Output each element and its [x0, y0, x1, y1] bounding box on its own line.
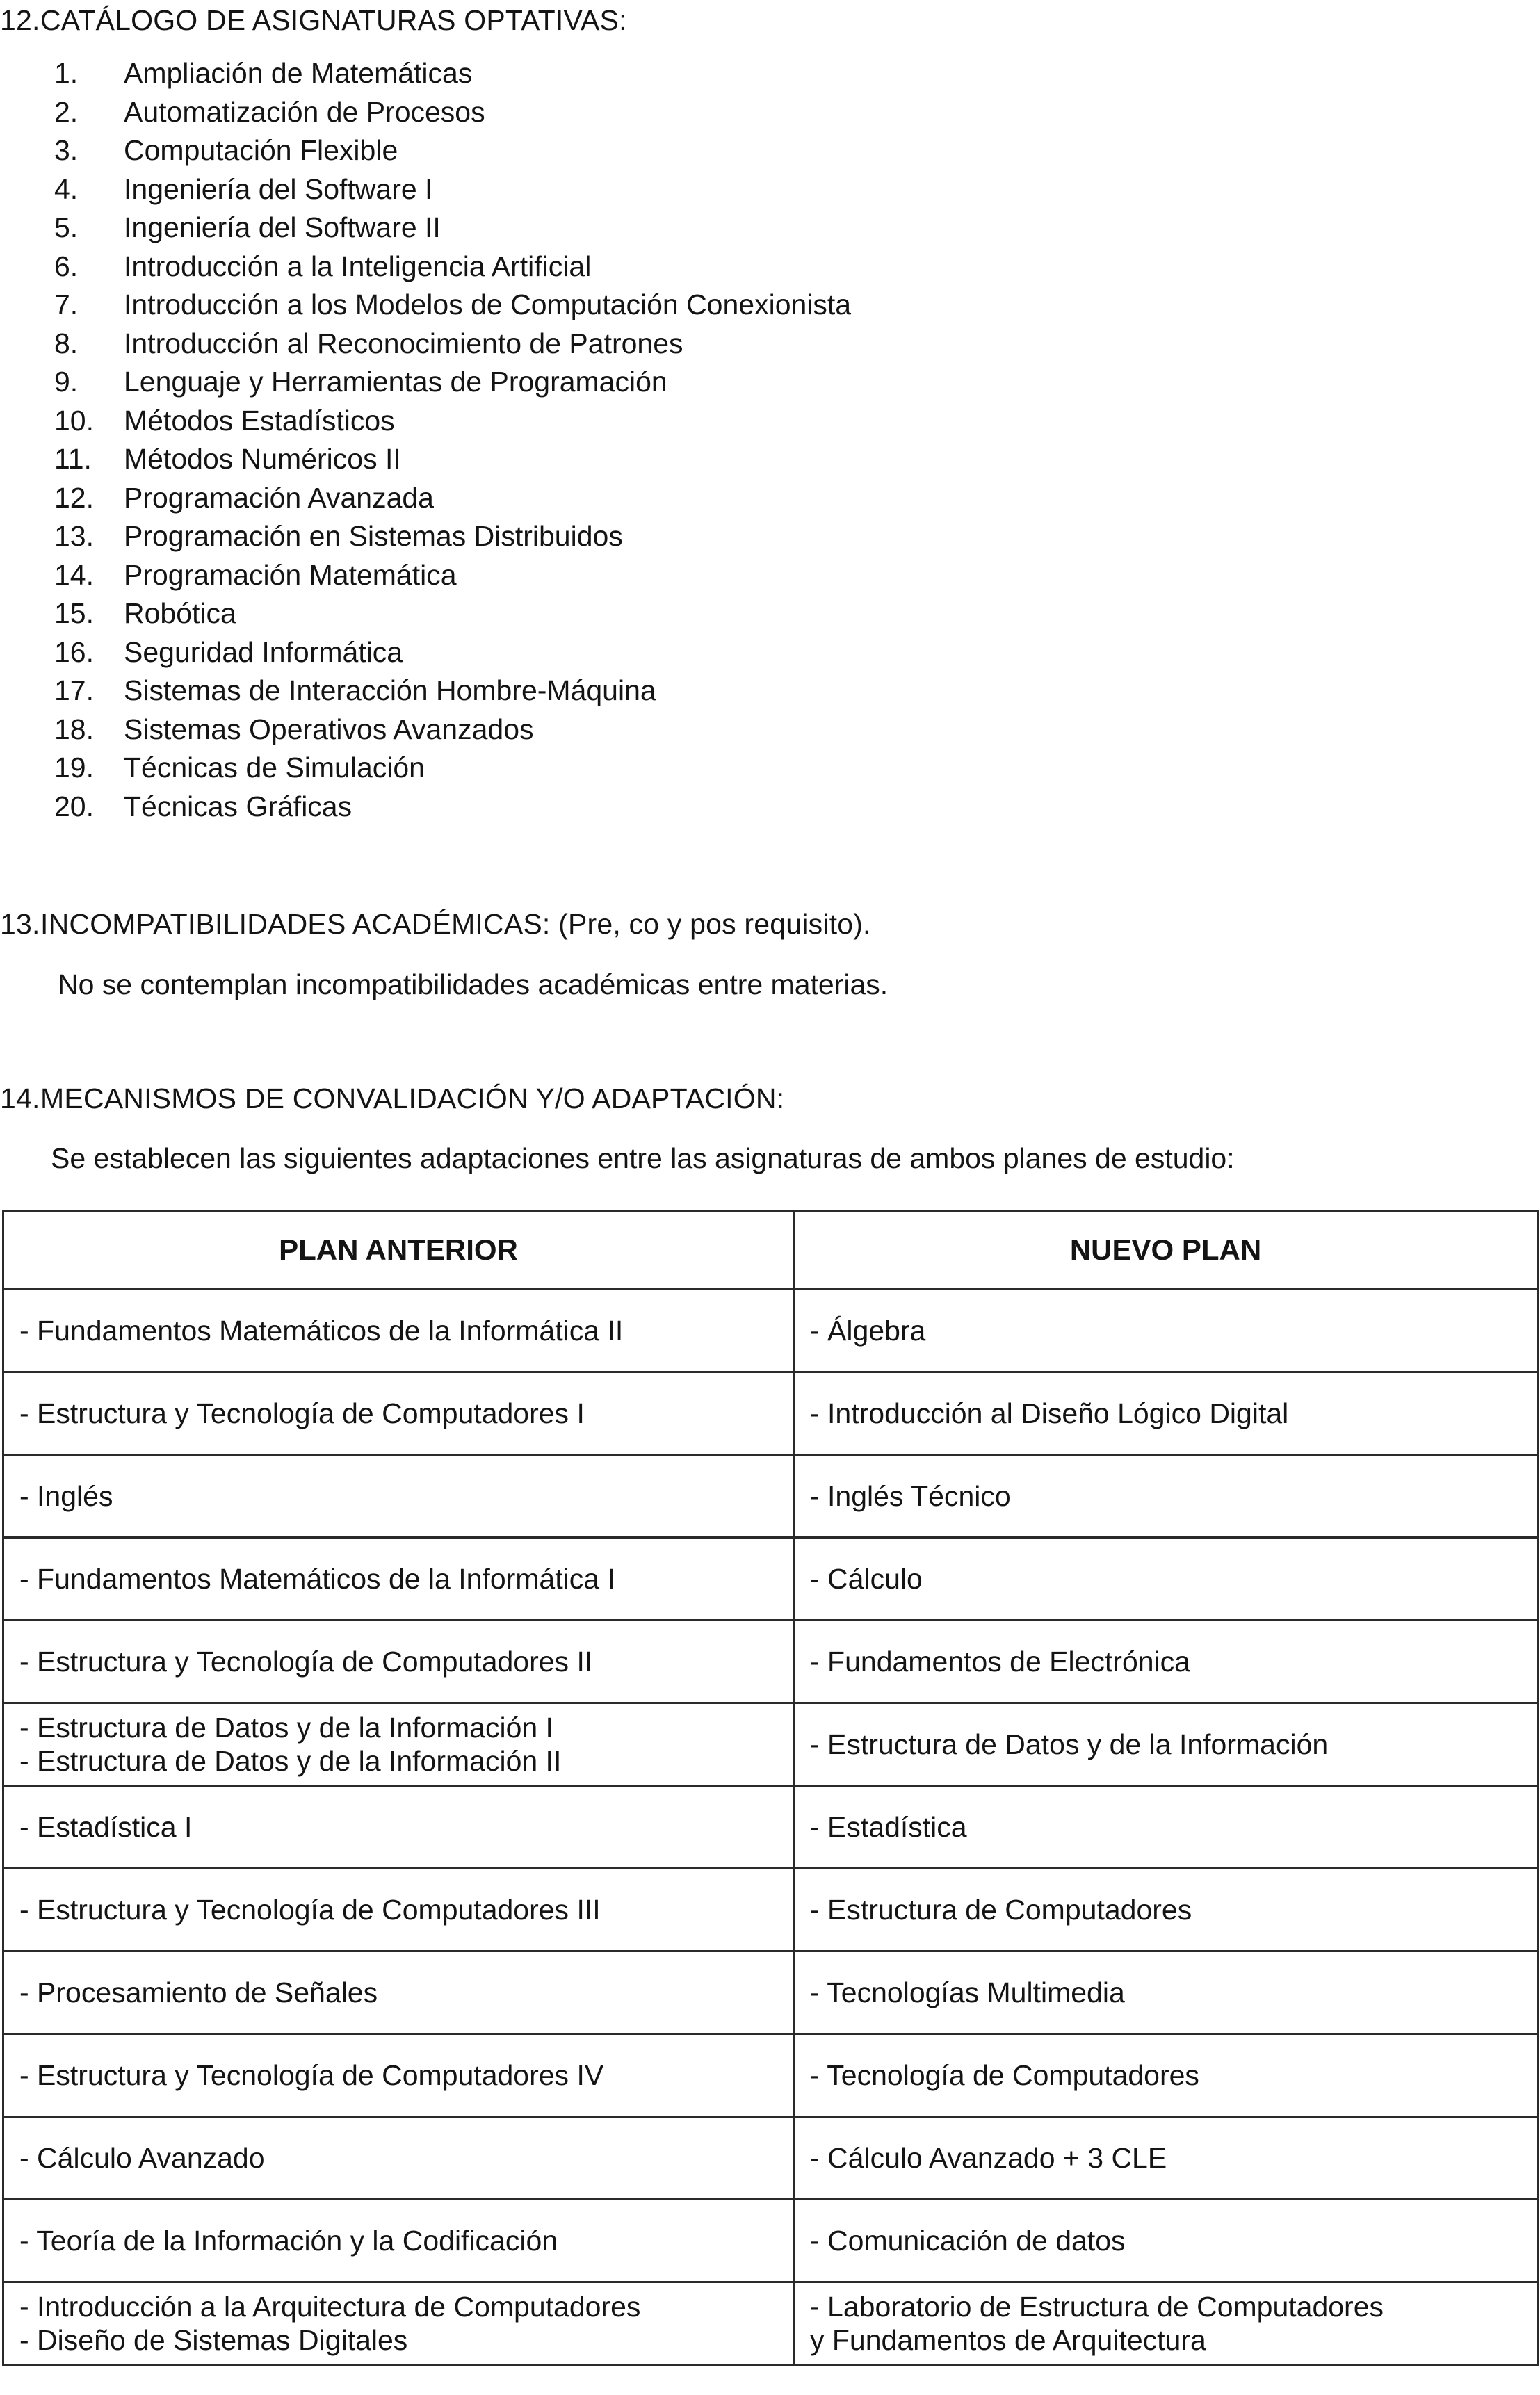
list-item-label: Seguridad Informática [124, 635, 403, 668]
table-row [3, 1621, 1538, 1703]
list-item-label: Ingeniería del Software II [124, 211, 441, 243]
list-item-number: 14. [54, 558, 94, 591]
list-item [54, 131, 851, 170]
list-item [54, 633, 851, 672]
course-name: - Fundamentos Matemáticos de la Informática II [19, 1315, 624, 1347]
table-row [3, 1538, 1538, 1621]
list-item-number: 17. [54, 674, 94, 706]
section-title: CATÁLOGO DE ASIGNATURAS OPTATIVAS: [40, 4, 627, 36]
section-number: 14. [0, 1082, 40, 1114]
list-item [54, 711, 851, 749]
new-plan-cell [794, 2200, 1538, 2282]
course-name: - Estructura y Tecnología de Computadores I [19, 1397, 585, 1429]
column-header-new-plan: NUEVO PLAN [794, 1211, 1538, 1290]
course-name: - Tecnología de Computadores [810, 2059, 1199, 2091]
list-item-number: 10. [54, 404, 94, 437]
course-name: - Álgebra [810, 1315, 926, 1347]
section-title: INCOMPATIBILIDADES ACADÉMICAS: (Pre, co y pos requisito). [40, 908, 871, 940]
list-item [54, 54, 851, 93]
new-plan-cell [794, 2034, 1538, 2117]
previous-plan-cell [3, 1455, 794, 1538]
course-name: y Fundamentos de Arquitectura [810, 2324, 1206, 2356]
previous-plan-cell [3, 1290, 794, 1372]
new-plan-cell [794, 2117, 1538, 2200]
list-item-number: 15. [54, 597, 94, 629]
new-plan-cell [794, 1372, 1538, 1455]
list-item-label: Ingeniería del Software I [124, 172, 433, 205]
list-item-label: Métodos Numéricos II [124, 443, 401, 475]
course-name: - Comunicación de datos [810, 2225, 1126, 2257]
list-item [54, 209, 851, 247]
list-item-number: 18. [54, 713, 94, 745]
list-item-label: Ampliación de Matemáticas [124, 57, 473, 89]
course-name: - Estadística [810, 1811, 967, 1843]
course-name: - Fundamentos Matemáticos de la Informática I [19, 1563, 615, 1595]
list-item-number: 8. [54, 327, 79, 359]
previous-plan-cell [3, 2200, 794, 2282]
course-name: - Estructura y Tecnología de Computadores III [19, 1894, 601, 1926]
new-plan-cell [794, 1869, 1538, 1951]
previous-plan-cell [3, 1621, 794, 1703]
course-name: - Inglés Técnico [810, 1480, 1011, 1512]
list-item [54, 363, 851, 402]
new-plan-cell [794, 1455, 1538, 1538]
list-item [54, 93, 851, 132]
list-item [54, 556, 851, 595]
course-name: - Estructura de Computadores [810, 1894, 1192, 1926]
list-item-label: Computación Flexible [124, 134, 398, 166]
list-item-number: 1. [54, 57, 79, 89]
list-item-number: 2. [54, 95, 79, 128]
course-name: - Estructura de Datos y de la Información I [19, 1712, 553, 1744]
list-item-label: Automatización de Procesos [124, 95, 485, 128]
list-item-number: 12. [54, 481, 94, 514]
table-row [3, 1951, 1538, 2034]
list-item-number: 11. [54, 443, 92, 475]
list-item-label: Métodos Estadísticos [124, 404, 395, 437]
course-name: - Estructura y Tecnología de Computadores II [19, 1646, 593, 1678]
table-row [3, 2117, 1538, 2200]
list-item [54, 247, 851, 286]
new-plan-cell [794, 1951, 1538, 2034]
list-item-number: 19. [54, 752, 94, 784]
table-row [3, 2200, 1538, 2282]
list-item-number: 16. [54, 635, 94, 668]
list-item-label: Introducción al Reconocimiento de Patrones [124, 327, 683, 359]
list-item [54, 402, 851, 441]
list-item-number: 5. [54, 211, 79, 243]
list-item-label: Introducción a los Modelos de Computación Conexionista [124, 289, 852, 320]
course-name: - Procesamiento de Señales [19, 1976, 378, 2008]
list-item-label: Programación en Sistemas Distribuidos [124, 520, 623, 552]
course-name: - Estructura y Tecnología de Computadores IV [19, 2059, 604, 2091]
section-13-body: No se contemplan incompatibilidades académicas entre materias. [58, 968, 889, 1000]
course-name: - Tecnologías Multimedia [810, 1976, 1125, 2008]
new-plan-cell [794, 1290, 1538, 1372]
section-12-heading [0, 1, 627, 39]
list-item-label: Lenguaje y Herramientas de Programación [124, 366, 667, 398]
new-plan-cell [794, 1538, 1538, 1621]
new-plan-cell [794, 1621, 1538, 1703]
table-row [3, 1455, 1538, 1538]
list-item-label: Programación Matemática [124, 558, 457, 591]
section-14-heading [0, 1080, 784, 1117]
course-name: - Estructura de Datos y de la Información [810, 1728, 1329, 1760]
list-item-label: Sistemas Operativos Avanzados [124, 713, 534, 745]
adaptation-table [2, 1210, 1539, 2366]
previous-plan-cell [3, 2282, 794, 2365]
list-item-label: Técnicas de Simulación [124, 752, 425, 784]
table-row [3, 1372, 1538, 1455]
section-14-body: Se establecen las siguientes adaptaciones entre las asignaturas de ambos planes de estudio: [51, 1142, 1235, 1174]
new-plan-cell [794, 1703, 1538, 1786]
course-name: - Laboratorio de Estructura de Computadores [810, 2291, 1384, 2323]
list-item-number: 20. [54, 790, 94, 822]
section-number: 12. [0, 4, 40, 36]
list-item-label: Sistemas de Interacción Hombre-Máquina [124, 674, 656, 706]
course-name: - Estructura de Datos y de la Información II [19, 1745, 562, 1777]
list-item [54, 325, 851, 364]
course-name: - Inglés [19, 1480, 113, 1512]
previous-plan-cell [3, 1869, 794, 1951]
optional-courses-list [54, 54, 851, 826]
list-item [54, 170, 851, 209]
list-item [54, 479, 851, 518]
list-item-number: 9. [54, 366, 79, 398]
table-row [3, 2282, 1538, 2365]
table-body [3, 1290, 1538, 2365]
course-name: - Diseño de Sistemas Digitales [19, 2324, 408, 2356]
course-name: - Introducción al Diseño Lógico Digital [810, 1397, 1289, 1429]
previous-plan-cell [3, 2034, 794, 2117]
course-name: - Estadística I [19, 1811, 193, 1843]
section-title: MECANISMOS DE CONVALIDACIÓN Y/O ADAPTACIÓN: [40, 1082, 785, 1114]
list-item-label: Robótica [124, 597, 236, 629]
list-item-label: Técnicas Gráficas [124, 790, 352, 822]
course-name: - Introducción a la Arquitectura de Computadores [19, 2291, 641, 2323]
list-item [54, 517, 851, 556]
new-plan-cell [794, 2282, 1538, 2365]
course-name: - Cálculo [810, 1563, 923, 1595]
table-row [3, 1786, 1538, 1869]
table-row [3, 1290, 1538, 1372]
column-header-previous-plan: PLAN ANTERIOR [3, 1211, 794, 1290]
previous-plan-cell [3, 1786, 794, 1869]
list-item-number: 6. [54, 250, 79, 282]
list-item [54, 440, 851, 479]
list-item-label: Introducción a la Inteligencia Artificial [124, 250, 592, 282]
course-name: - Cálculo Avanzado + 3 CLE [810, 2142, 1167, 2174]
previous-plan-cell [3, 2117, 794, 2200]
table-row [3, 1869, 1538, 1951]
course-name: - Cálculo Avanzado [19, 2142, 265, 2174]
list-item [54, 594, 851, 633]
new-plan-cell [794, 1786, 1538, 1869]
list-item [54, 286, 851, 325]
section-number: 13. [0, 908, 40, 940]
table-row [3, 1703, 1538, 1786]
course-name: - Teoría de la Información y la Codificación [19, 2225, 558, 2257]
section-13-heading [0, 905, 871, 943]
course-name: - Fundamentos de Electrónica [810, 1646, 1190, 1678]
list-item-number: 4. [54, 172, 79, 205]
previous-plan-cell [3, 1951, 794, 2034]
list-item [54, 749, 851, 788]
previous-plan-cell [3, 1538, 794, 1621]
list-item-number: 7. [54, 289, 79, 320]
table-header-row [3, 1211, 1538, 1290]
list-item [54, 788, 851, 827]
previous-plan-cell [3, 1703, 794, 1786]
list-item [54, 672, 851, 711]
list-item-label: Programación Avanzada [124, 481, 434, 514]
list-item-number: 3. [54, 134, 79, 166]
table-row [3, 2034, 1538, 2117]
previous-plan-cell [3, 1372, 794, 1455]
list-item-number: 13. [54, 520, 94, 552]
